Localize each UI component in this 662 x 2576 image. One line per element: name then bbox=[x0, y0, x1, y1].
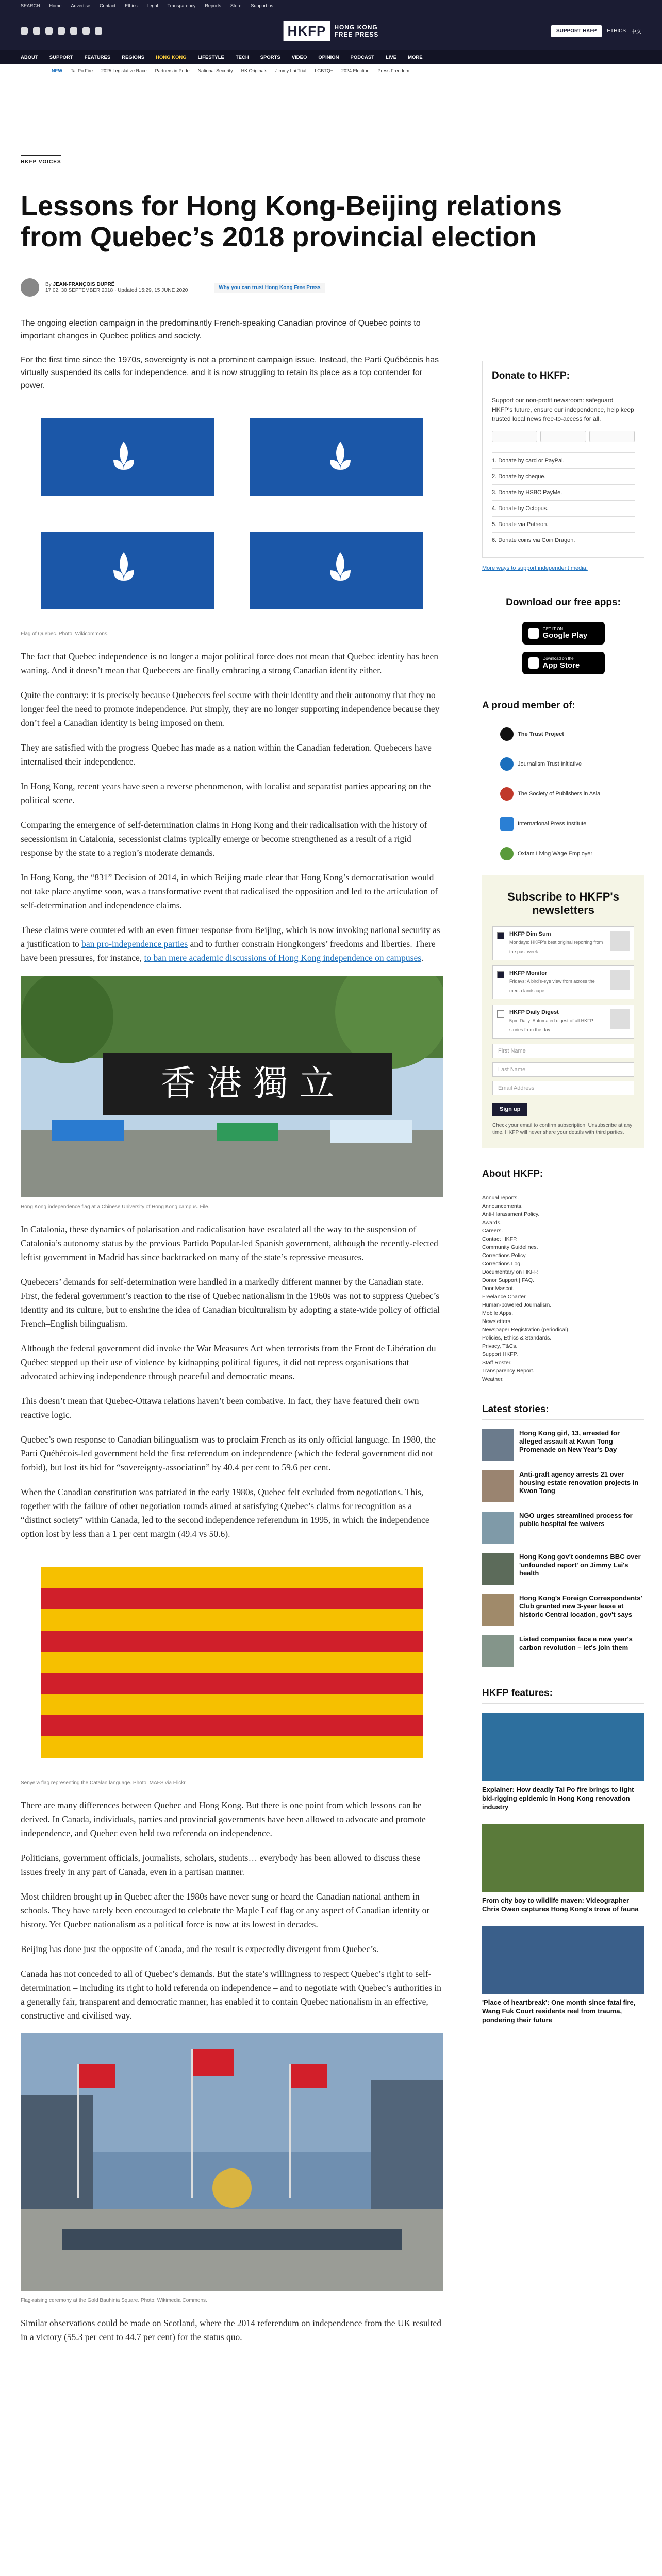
ipi-logo bbox=[500, 817, 514, 831]
figure-caption: Hong Kong independence flag at a Chinese University of Hong Kong campus. File. bbox=[21, 1204, 210, 1210]
about-link[interactable]: Annual reports. bbox=[482, 1195, 519, 1201]
newsletter-desc: Fridays: A bird's-eye view from across the media landscape. bbox=[509, 979, 595, 993]
feature-image bbox=[482, 1713, 644, 1781]
about-link[interactable]: Mobile Apps. bbox=[482, 1310, 514, 1316]
paypal-button[interactable] bbox=[492, 431, 537, 442]
about-link[interactable]: Human-powered Journalism. bbox=[482, 1302, 552, 1308]
paragraph: When the Canadian constitution was patriated in the early 1980s, Quebec felt excluded from negotiations. This, together with the failure of other negotiation rounds aimed at satisfying Quebec’s claims for recognition as a “distinct society” within Canada, led to the second independence referendum in 1995, in which the independence option lost by less than a 1 per cent margin (49.4 vs 50.6). bbox=[21, 1487, 429, 1539]
nav-hong-kong[interactable]: HONG KONG bbox=[156, 54, 187, 60]
apple-icon bbox=[528, 657, 539, 669]
figure-flag-raising bbox=[21, 2033, 443, 2303]
trending-item[interactable]: Press Freedom bbox=[377, 67, 410, 73]
paragraph: The ongoing election campaign in the predominantly French-speaking Canadian province of Quebec points to important changes in Quebec politics and society. bbox=[21, 319, 421, 341]
nav-regions[interactable]: REGIONS bbox=[122, 54, 145, 60]
story-item[interactable] bbox=[482, 1594, 644, 1626]
member-sopa[interactable] bbox=[500, 785, 644, 803]
trending-item[interactable]: National Security bbox=[197, 67, 233, 73]
newsletter-details bbox=[509, 931, 605, 956]
about-link[interactable]: Donor Support | FAQ. bbox=[482, 1277, 534, 1283]
paragraph: Canada has not conceded to all of Quebec’s demands. But the state’s willingness to respect Quebec’s right to self-determination – including its right to hold referenda on independence – and to negotiate with Quebec’s authorities in a generally fair, transparent and democratic manner, has enabled it to contain Quebec nationalism in an effective, constructive and civilised way. bbox=[21, 1969, 441, 2021]
site-header bbox=[0, 11, 662, 50]
newsletter-details bbox=[509, 1009, 605, 1034]
story-thumbnail bbox=[482, 1429, 514, 1461]
latest-section bbox=[482, 1404, 644, 1667]
donate-box bbox=[482, 361, 644, 558]
about-link[interactable]: Anti-Harassment Policy. bbox=[482, 1211, 540, 1217]
by-label: By bbox=[45, 282, 52, 287]
story-title: Hong Kong's Foreign Correspondents' Club granted new 3-year lease at historic Central location, gov't says bbox=[519, 1594, 642, 1618]
story-item[interactable] bbox=[482, 1470, 644, 1502]
paragraph: In Hong Kong, the “831” Decision of 2014, in which Beijing made clear that Hong Kong’s democratisation would not take place anytime soon, was a transformative event that radicalised the opposition and led to the articulation of self-determination and independence claims. bbox=[21, 872, 438, 910]
about-link[interactable]: Corrections Log. bbox=[482, 1261, 522, 1267]
newsletter-heading: Subscribe to HKFP's newsletters bbox=[507, 890, 619, 917]
banner-text: 香 港 獨 立 bbox=[160, 1063, 335, 1104]
about-link[interactable]: Newspaper Registration (periodical). bbox=[482, 1327, 570, 1333]
paragraph: Politicians, government officials, journalists, scholars, students… everybody has been allowed to discuss these issues freely in any part of Canada, even in a partisan manner. bbox=[21, 1853, 421, 1877]
last-name-field[interactable]: Last Name bbox=[492, 1062, 634, 1077]
x-icon[interactable] bbox=[33, 27, 40, 35]
trending-item[interactable]: Tai Po Fire bbox=[71, 67, 93, 73]
newsletter-name: HKFP Daily Digest bbox=[509, 1009, 559, 1015]
paragraph: Quebec’s own response to Canadian bilingualism was to proclaim French as its only official language. In 1980, the Parti Québécois-led government held the first referendum on independence (which the federal government did not forbid), but lost its bid for “sovereignty-association” by 40.4 per cent to 59.6 per cent. bbox=[21, 1434, 436, 1472]
donate-option[interactable]: 1. Donate by card or PayPal. bbox=[492, 452, 635, 468]
member-name: The Trust Project bbox=[518, 731, 564, 737]
social-links bbox=[21, 27, 102, 35]
byline bbox=[21, 278, 325, 297]
nav-sports[interactable]: SPORTS bbox=[260, 54, 280, 60]
util-reports[interactable]: Reports bbox=[205, 3, 221, 8]
apps-heading: Download our free apps: bbox=[506, 597, 621, 608]
about-link[interactable]: Door Mascot. bbox=[482, 1285, 515, 1292]
story-title: Anti-graft agency arrests 21 over housing estate renovation projects in Kwon Tong bbox=[519, 1470, 639, 1495]
paragraph: They are satisfied with the progress Quebec has made as a nation within the Canadian federation. Quebecers have internalised their independence. bbox=[21, 742, 432, 767]
feature-item[interactable] bbox=[482, 1713, 644, 1811]
logo-line-2: FREE PRESS bbox=[334, 31, 379, 38]
about-link[interactable]: Awards. bbox=[482, 1219, 502, 1226]
story-item[interactable] bbox=[482, 1635, 644, 1667]
trending-item[interactable]: Partners in Pride bbox=[155, 67, 190, 73]
about-link[interactable]: Weather. bbox=[482, 1376, 504, 1382]
newsletter-desc: 5pm Daily: Automated digest of all HKFP stories from the day. bbox=[509, 1018, 593, 1032]
newsletter-name: HKFP Monitor bbox=[509, 970, 548, 976]
newsletter-box bbox=[482, 875, 644, 1148]
language-link[interactable]: 中文 bbox=[631, 29, 641, 35]
facebook-icon[interactable] bbox=[21, 27, 28, 35]
checkbox[interactable] bbox=[497, 1010, 504, 1018]
about-list bbox=[482, 1194, 644, 1383]
util-support[interactable]: Support us bbox=[251, 3, 273, 8]
paragraph-with-links bbox=[21, 923, 443, 965]
nav-lifestyle[interactable]: LIFESTYLE bbox=[197, 54, 224, 60]
newsletter-thumbnail bbox=[610, 931, 630, 951]
about-link[interactable]: Policies, Ethics & Standards. bbox=[482, 1335, 552, 1341]
sopa-logo bbox=[500, 787, 514, 801]
util-store[interactable]: Store bbox=[230, 3, 242, 8]
main-nav bbox=[0, 50, 662, 64]
about-link[interactable]: Newsletters. bbox=[482, 1318, 512, 1325]
story-thumbnail bbox=[482, 1594, 514, 1626]
nav-more[interactable]: MORE bbox=[408, 54, 423, 60]
newsletter-option[interactable] bbox=[492, 926, 634, 960]
util-search[interactable]: SEARCH bbox=[21, 3, 40, 8]
about-link[interactable]: Community Guidelines. bbox=[482, 1244, 538, 1250]
store-big-text: App Store bbox=[542, 661, 580, 670]
inline-link[interactable]: ban pro-independence parties bbox=[81, 939, 188, 949]
applepay-button[interactable] bbox=[589, 431, 635, 442]
trending-item[interactable]: LGBTQ+ bbox=[315, 67, 333, 73]
about-section bbox=[482, 1168, 644, 1383]
features-section bbox=[482, 1688, 644, 2024]
member-name: International Press Institute bbox=[518, 821, 587, 827]
nav-opinion[interactable]: OPINION bbox=[318, 54, 339, 60]
article-dates: 17:02, 30 SEPTEMBER 2018 · Updated 15:29, 15 JUNE 2020 bbox=[45, 287, 188, 293]
story-thumbnail bbox=[482, 1553, 514, 1585]
feature-item[interactable] bbox=[482, 1824, 644, 1913]
nav-video[interactable]: VIDEO bbox=[291, 54, 307, 60]
paragraph: In Catalonia, these dynamics of polarisation and radicalisation have escalated all the way to the suspension of Catalonia’s autonomy status by the previous Partido Popular-led Spanish government, although the recently-elected leftist government in Madrid has since backtracked on many of the state’s repressive measures. bbox=[21, 1224, 438, 1262]
threads-icon[interactable] bbox=[58, 27, 65, 35]
figure-independence-banner bbox=[21, 976, 443, 1210]
nav-live[interactable]: LIVE bbox=[385, 54, 397, 60]
support-hkfp-button[interactable]: SUPPORT HKFP bbox=[551, 25, 602, 37]
story-title: NGO urges streamlined process for public hospital fee waivers bbox=[519, 1512, 633, 1528]
story-thumbnail bbox=[482, 1512, 514, 1544]
catalan-flag-image bbox=[21, 1552, 443, 1773]
story-title: Hong Kong girl, 13, arrested for alleged assault at Kwun Tong Promenade on New Year's Day bbox=[519, 1429, 620, 1453]
article-title: Lessons for Hong Kong-Beijing relations from Quebec’s 2018 provincial election bbox=[21, 191, 562, 252]
util-contact[interactable]: Contact bbox=[100, 3, 116, 8]
latest-heading: Latest stories: bbox=[482, 1404, 644, 1420]
paragraph: Although the federal government did invoke the War Measures Act when terrorists from the Front de Libération du Québec stepped up their use of violence by kidnapping political figures, it did not repress organisations that advocated achieving independence through peaceful and democratic means. bbox=[21, 1343, 436, 1381]
about-link[interactable]: Careers. bbox=[482, 1228, 503, 1234]
trending-item[interactable]: HK Originals bbox=[241, 67, 268, 73]
newsletter-details bbox=[509, 970, 605, 995]
checkbox[interactable] bbox=[497, 932, 504, 939]
ethics-link[interactable]: ETHICS bbox=[607, 28, 626, 34]
paragraph: In Hong Kong, recent years have seen a reverse phenomenon, with localist and separatist parties appearing on the political scene. bbox=[21, 781, 431, 805]
members-heading: A proud member of: bbox=[482, 700, 644, 716]
paragraph: Quebecers’ demands for self-determination were handled in a markedly different manner by the Canadian state. First, the federal government’s reaction to the rise of Quebec nationalism in the 1960s was not to suppress Quebec’s identity and its culture, but to enshrine the idea of Canadian biculturalism by adopting a state-wide policy of official French–English bilingualism. bbox=[21, 1277, 440, 1329]
byline-text bbox=[45, 282, 188, 293]
donate-option[interactable]: 5. Donate via Patreon. bbox=[492, 516, 635, 532]
nav-podcast[interactable]: PODCAST bbox=[350, 54, 374, 60]
donate-option[interactable]: 6. Donate coins via Coin Dragon. bbox=[492, 532, 635, 548]
figure-quebec-flag bbox=[21, 403, 443, 637]
jti-logo bbox=[500, 757, 514, 771]
trending-item[interactable]: Jimmy Lai Trial bbox=[275, 67, 307, 73]
trending-item[interactable]: 2025 Legislative Race bbox=[101, 67, 147, 73]
feature-item[interactable] bbox=[482, 1926, 644, 2024]
text-segment: These claims were countered with an even firmer response from Beijing, which is now invoking national security as a justification to bbox=[21, 925, 440, 949]
figure-catalan-flag bbox=[21, 1552, 443, 1786]
util-legal[interactable]: Legal bbox=[146, 3, 158, 8]
story-thumbnail bbox=[482, 1635, 514, 1667]
about-link[interactable]: Contact HKFP. bbox=[482, 1236, 518, 1242]
trust-link[interactable]: Why you can trust Hong Kong Free Press bbox=[214, 283, 324, 293]
trust-project-logo bbox=[500, 727, 514, 741]
trending-bar bbox=[0, 64, 662, 77]
donate-option[interactable]: 3. Donate by HSBC PayMe. bbox=[492, 484, 635, 500]
paragraph: For the first time since the 1970s, sovereignty is not a prominent campaign issue. Instead, the Parti Québécois has virtually suspended its calls for independence, and it is now struggling to retain its place as a top contender for power. bbox=[21, 355, 439, 390]
newsletter-desc: Mondays: HKFP's best original reporting from the past week. bbox=[509, 940, 603, 954]
paragraph: Most children brought up in Quebec after the 1980s have never sung or heard the Canadian national anthem in schools. They have rarely been encouraged to celebrate the Maple Leaf flag or any aspect of Canadian identity or history. Yet Quebec nationalism as a political force is now at its lowest in decades. bbox=[21, 1891, 430, 1929]
payment-buttons bbox=[492, 431, 635, 442]
more-ways-link[interactable]: More ways to support independent media. bbox=[482, 565, 588, 571]
newsletter-thumbnail bbox=[610, 970, 630, 990]
about-link[interactable]: Announcements. bbox=[482, 1203, 523, 1209]
member-oxfam[interactable] bbox=[500, 845, 644, 862]
story-title: Hong Kong gov't condemns BBC over 'unfounded report' on Jimmy Lai's health bbox=[519, 1553, 641, 1577]
util-transparency[interactable]: Transparency bbox=[167, 3, 196, 8]
paragraph: This doesn’t mean that Quebec-Ottawa relations haven’t been combative. In fact, they have featured their own reactive logic. bbox=[21, 1396, 419, 1420]
feature-title: Explainer: How deadly Tai Po fire brings to light bid-rigging epidemic in Hong Kong renovation industry bbox=[482, 1786, 634, 1811]
figure-caption: Flag of Quebec. Photo: Wikicommons. bbox=[21, 631, 109, 637]
newsletter-option[interactable] bbox=[492, 1005, 634, 1039]
first-name-field[interactable]: First Name bbox=[492, 1044, 634, 1058]
about-link[interactable]: Corrections Policy. bbox=[482, 1252, 527, 1259]
youtube-icon[interactable] bbox=[82, 27, 90, 35]
email-field[interactable]: Email Address bbox=[492, 1081, 634, 1095]
nav-features[interactable]: FEATURES bbox=[84, 54, 111, 60]
store-big-text: Google Play bbox=[542, 631, 588, 640]
store-small-text: GET IT ON bbox=[542, 626, 564, 631]
article-body bbox=[21, 317, 443, 2355]
linkedin-icon[interactable] bbox=[70, 27, 77, 35]
newsletter-note: Check your email to confirm subscription. Unsubscribe at any time. HKFP will never share your details with third parties. bbox=[492, 1123, 633, 1136]
paragraph: Similar observations could be made on Scotland, where the 2014 referendum on independence from the UK resulted in a victory (55.3 per cent to 44.7 per cent) for the status quo. bbox=[21, 2318, 441, 2342]
apps-section bbox=[482, 597, 644, 674]
member-jti[interactable] bbox=[500, 755, 644, 773]
member-ipi[interactable] bbox=[500, 815, 644, 833]
checkbox[interactable] bbox=[497, 971, 504, 978]
about-link[interactable]: Documentary on HKFP. bbox=[482, 1269, 539, 1275]
article-category[interactable]: HKFP VOICES bbox=[21, 155, 61, 165]
trending-label: NEW bbox=[52, 67, 62, 73]
feature-title: 'Place of heartbreak': One month since fatal fire, Wang Fuk Court residents reel from trauma, pondering their future bbox=[482, 1998, 636, 2024]
header-actions bbox=[551, 25, 641, 37]
google-play-button[interactable] bbox=[522, 622, 605, 645]
util-ethics[interactable]: Ethics bbox=[125, 3, 138, 8]
about-link[interactable]: Transparency Report. bbox=[482, 1368, 535, 1374]
story-item[interactable] bbox=[482, 1553, 644, 1585]
nav-tech[interactable]: TECH bbox=[235, 54, 249, 60]
logo-wordmark bbox=[334, 24, 378, 38]
util-advertise[interactable]: Advertise bbox=[71, 3, 91, 8]
newsletter-option[interactable] bbox=[492, 965, 634, 999]
about-link[interactable]: Privacy, T&Cs. bbox=[482, 1343, 518, 1349]
features-heading: HKFP features: bbox=[482, 1688, 644, 1704]
signup-button[interactable]: Sign up bbox=[492, 1103, 527, 1116]
flag-raising-image bbox=[21, 2033, 443, 2291]
paragraph: The fact that Quebec independence is no longer a major political force does not mean that Quebec identity has been waning. And it doesn’t mean that Quebecers are finally embracing a strong Canadian identity either. bbox=[21, 651, 439, 675]
about-link[interactable]: Freelance Charter. bbox=[482, 1294, 527, 1300]
paragraph: There are many differences between Quebec and Hong Kong. But there is one point from which lessons can be derived. In Canada, individuals, parties and provincial governments have been allowed to advocate and promote independence, and Quebec even held two referenda on independence. bbox=[21, 1800, 426, 1838]
member-name: Journalism Trust Initiative bbox=[518, 761, 582, 767]
story-title: Listed companies face a new year's carbon revolution – let's join them bbox=[519, 1635, 633, 1651]
paragraph: Quite the contrary: it is precisely because Quebecers feel secure with their identity and their autonomy that they no longer feel the need to promote independence. Put simply, they are no longer supporting independence because they don’t feel a Canadian identity is being imposed on them. bbox=[21, 690, 440, 728]
story-item[interactable] bbox=[482, 1429, 644, 1461]
donate-text: Support our non-profit newsroom: safeguard HKFP's future, ensure our independence, help keep trusted local news free-to-access for all. bbox=[492, 397, 634, 422]
donate-option[interactable]: 4. Donate by Octopus. bbox=[492, 500, 635, 516]
about-link[interactable]: Support HKFP. bbox=[482, 1351, 518, 1358]
logo-line-1: HONG KONG bbox=[334, 24, 378, 31]
google-play-icon bbox=[528, 628, 539, 639]
members-section bbox=[482, 700, 644, 862]
site-logo[interactable] bbox=[284, 21, 379, 41]
util-home[interactable]: Home bbox=[49, 3, 62, 8]
figure-caption: Senyera flag representing the Catalan language. Photo: MAFS via Flickr. bbox=[21, 1780, 187, 1786]
email-icon[interactable] bbox=[95, 27, 102, 35]
story-item[interactable] bbox=[482, 1512, 644, 1544]
app-store-button[interactable] bbox=[522, 652, 605, 674]
author-name[interactable]: JEAN-FRANÇOIS DUPRÉ bbox=[53, 282, 115, 287]
instagram-icon[interactable] bbox=[45, 27, 53, 35]
nav-about[interactable]: ABOUT bbox=[21, 54, 38, 60]
trending-item[interactable]: 2024 Election bbox=[341, 67, 370, 73]
member-name: The Society of Publishers in Asia bbox=[518, 791, 601, 797]
text-segment: . bbox=[421, 953, 424, 963]
figure-caption: Flag-raising ceremony at the Gold Bauhinia Square. Photo: Wikimedia Commons. bbox=[21, 2298, 207, 2303]
oxfam-logo bbox=[500, 847, 514, 860]
sidebar bbox=[482, 361, 644, 2037]
paragraph: Comparing the emergence of self-determination claims in Hong Kong and their radicalisation with the history of secessionism in Catalonia, secessionist claims typically emerge or become strengthened as a result of a rigid response by the state to a region’s moderate demands. bbox=[21, 820, 427, 858]
feature-image bbox=[482, 1824, 644, 1892]
logo-mark: HKFP bbox=[284, 21, 330, 41]
feature-image bbox=[482, 1926, 644, 1994]
newsletter-thumbnail bbox=[610, 1009, 630, 1029]
store-small-text: Download on the bbox=[542, 656, 574, 661]
newsletter-name: HKFP Dim Sum bbox=[509, 931, 551, 937]
quebec-flag-image bbox=[21, 403, 443, 624]
member-trust-project[interactable] bbox=[500, 725, 644, 743]
donate-heading: Donate to HKFP: bbox=[492, 370, 635, 386]
about-heading: About HKFP: bbox=[482, 1168, 644, 1184]
independence-banner-image bbox=[21, 976, 443, 1197]
card-button[interactable] bbox=[540, 431, 586, 442]
donate-option[interactable]: 2. Donate by cheque. bbox=[492, 468, 635, 484]
feature-title: From city boy to wildlife maven: Videographer Chris Owen captures Hong Kong's trove of fauna bbox=[482, 1896, 639, 1913]
inline-link[interactable]: to ban mere academic discussions of Hong Kong independence on campuses bbox=[144, 953, 422, 963]
member-name: Oxfam Living Wage Employer bbox=[518, 851, 593, 857]
nav-support[interactable]: SUPPORT bbox=[49, 54, 73, 60]
story-thumbnail bbox=[482, 1470, 514, 1502]
author-avatar bbox=[21, 278, 39, 297]
utility-bar bbox=[0, 0, 662, 11]
text-segment: and to further constrain Hongkongers’ freedoms and liberties. There have been pressures, for instance, bbox=[21, 939, 436, 963]
about-link[interactable]: Staff Roster. bbox=[482, 1360, 512, 1366]
paragraph: Beijing has done just the opposite of Canada, and the result is expectedly divergent from Quebec’s. bbox=[21, 1944, 379, 1954]
